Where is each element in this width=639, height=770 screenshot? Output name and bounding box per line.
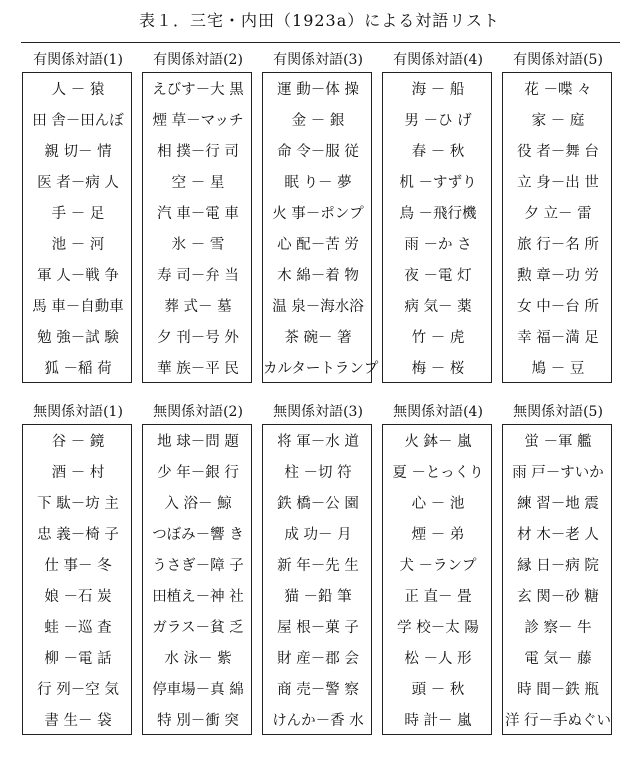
word-pair: 家 － 庭 [531,113,585,129]
word-pair: 柱 －切 符 [284,465,352,481]
column-box [382,424,492,735]
word-pair: 花 －喋 々 [524,82,592,98]
word-pair: 机 －すずり [399,175,477,191]
column-box [502,424,612,735]
table-title: 表１．三宅・内田（1923a）による対語リスト [139,11,500,30]
word-pair: 猫 －鉛 筆 [284,589,352,605]
word-pair: 木 綿－着 物 [277,268,359,284]
word-pair: 葬 式－ 墓 [164,299,232,315]
word-pair: 幸 福－満 足 [517,330,599,346]
word-pair: 鉄 橋－公 園 [277,496,359,512]
word-pair: 蛙 －巡 査 [44,620,112,636]
word-pair: 鳩 － 豆 [531,361,585,377]
word-pair: 時 間－鉄 瓶 [517,682,599,698]
column-header: 有関係対語(2) [153,52,243,68]
word-pair: 地 球－問 題 [157,434,239,450]
column-box [142,424,252,735]
top-rule [21,42,620,43]
word-pair: 酒 － 村 [51,465,105,481]
word-pair: 医 者－病 人 [37,175,119,191]
column-header: 無関係対語(4) [393,404,483,420]
word-pair: 雨 －か さ [404,237,472,253]
word-pair: 立 身－出 世 [517,175,599,191]
related-pairs-section [21,50,621,390]
word-pair: 仕 事－ 冬 [44,558,112,574]
word-pair: 雨 戸－すいか [512,465,604,481]
word-pair: 竹 － 虎 [411,330,465,346]
word-pair: 財 産－郡 会 [277,651,359,667]
word-pair: 水 泳－ 紫 [164,651,232,667]
column-box [22,424,132,735]
word-pair: 商 売－警 察 [277,682,359,698]
column-header: 有関係対語(5) [513,52,603,68]
word-pair: 玄 関－砂 糖 [517,589,599,605]
unrelated-pairs-section [21,402,621,742]
word-pair: 学 校－太 陽 [397,620,479,636]
column-header: 無関係対語(2) [153,404,243,420]
word-pair: つぼみ－響 き [152,527,244,543]
word-pair: カルタートランプ [263,361,379,377]
word-pair: 診 察－ 牛 [524,620,592,636]
word-pair: 命 令－服 従 [277,144,359,160]
word-pair: 正 直－ 畳 [404,589,472,605]
word-pair: 春 － 秋 [411,144,465,160]
word-pair: けんか－香 水 [272,713,364,729]
word-pair: 人 － 猿 [51,82,105,98]
word-pair: 材 木－老 人 [517,527,599,543]
word-pair: 頭 － 秋 [411,682,465,698]
word-pair: 新 年－先 生 [277,558,359,574]
word-pair: 茶 碗－ 箸 [284,330,352,346]
word-pair: 汽 車－電 車 [157,206,239,222]
word-pair: 役 者－舞 台 [517,144,599,160]
word-pair: 親 切－ 情 [44,144,112,160]
word-pair: 海 － 船 [411,82,465,98]
word-pair: うさぎ－障 子 [152,558,244,574]
column-header: 有関係対語(3) [273,52,363,68]
word-pair: 少 年－銀 行 [157,465,239,481]
word-pair: 屋 根－菓 子 [277,620,359,636]
word-pair: 鳥 －飛行機 [399,206,477,222]
word-pair: 煙 草－マッチ [152,113,244,129]
word-pair: 煙 － 弟 [411,527,465,543]
word-pair: 柳 －電 話 [44,651,112,667]
word-pair: 馬 車－自動車 [32,299,124,315]
word-pair: えびす－大 黒 [152,82,244,98]
column-box [262,424,372,735]
word-pair: 相 撲－行 司 [157,144,239,160]
word-pair: 心 － 池 [411,496,465,512]
word-pair: 病 気－ 薬 [404,299,472,315]
column-box [382,72,492,383]
word-pair: 寿 司－弁 当 [157,268,239,284]
word-pair: 夜 －電 灯 [404,268,472,284]
word-pair: 勉 強－試 験 [37,330,119,346]
word-pair: 梅 － 桜 [411,361,465,377]
word-pair: 勲 章－功 労 [517,268,599,284]
column-box [22,72,132,383]
word-pair: 電 気－ 藤 [524,651,592,667]
word-pair: 下 駄－坊 主 [37,496,119,512]
word-pair: 特 別－衝 突 [157,713,239,729]
word-pair: 将 軍－水 道 [277,434,359,450]
word-pair: 時 計－ 嵐 [404,713,472,729]
word-pair: 華 族－平 民 [157,361,239,377]
word-pair: 金 － 銀 [291,113,345,129]
word-pair: 蛍 －軍 艦 [524,434,592,450]
word-pair: 火 事－ポンプ [272,206,364,222]
column-header: 無関係対語(5) [513,404,603,420]
word-pair: 旅 行－名 所 [517,237,599,253]
word-pair: ガラス－貧 乏 [152,620,244,636]
word-pair: 娘 －石 炭 [44,589,112,605]
word-pair: 停車場－真 綿 [152,682,244,698]
word-pair: 男 －ひ げ [404,113,472,129]
word-pair: 心 配－苦 労 [277,237,359,253]
word-pair: 温 泉－海水浴 [272,299,364,315]
word-pair: 書 生－ 袋 [44,713,112,729]
word-pair: 夏 －とっくり [392,465,484,481]
column-header: 有関係対語(4) [393,52,483,68]
column-box [502,72,612,383]
word-pair: 入 浴－ 鯨 [164,496,232,512]
column-header: 無関係対語(3) [273,404,363,420]
word-pair: 松 －人 形 [404,651,472,667]
column-box [262,72,379,383]
word-pair: 運 動－体 操 [277,82,359,98]
word-pair: 軍 人－戦 争 [37,268,119,284]
word-pair: 忠 義－椅 子 [37,527,119,543]
column-header: 有関係対語(1) [33,52,123,68]
word-pair: 洋 行－手ぬぐい [504,713,612,729]
word-pair: 夕 刊－号 外 [157,330,239,346]
word-pair: 谷 － 鏡 [51,434,105,450]
column-header: 無関係対語(1) [33,404,123,420]
word-pair: 火 鉢－ 嵐 [404,434,472,450]
word-pair: 氷 － 雪 [171,237,225,253]
word-pair: 犬 －ランプ [399,558,477,574]
word-pair: 手 － 足 [51,206,105,222]
column-box [142,72,252,383]
word-pair: 行 列－空 気 [37,682,119,698]
word-pair: 眠 り－ 夢 [284,175,352,191]
word-pair: 池 － 河 [51,237,105,253]
word-pair: 成 功－ 月 [284,527,352,543]
word-pair: 練 習－地 震 [517,496,599,512]
word-pair: 夕 立－ 雷 [524,206,592,222]
word-pair: 田植え－神 社 [152,589,244,605]
word-pair: 女 中－台 所 [517,299,599,315]
word-pair: 空 － 星 [171,175,225,191]
word-pair: 狐 －稲 荷 [44,361,112,377]
word-pair: 縁 日－病 院 [517,558,599,574]
word-pair: 田 舎－田んぼ [32,113,124,129]
